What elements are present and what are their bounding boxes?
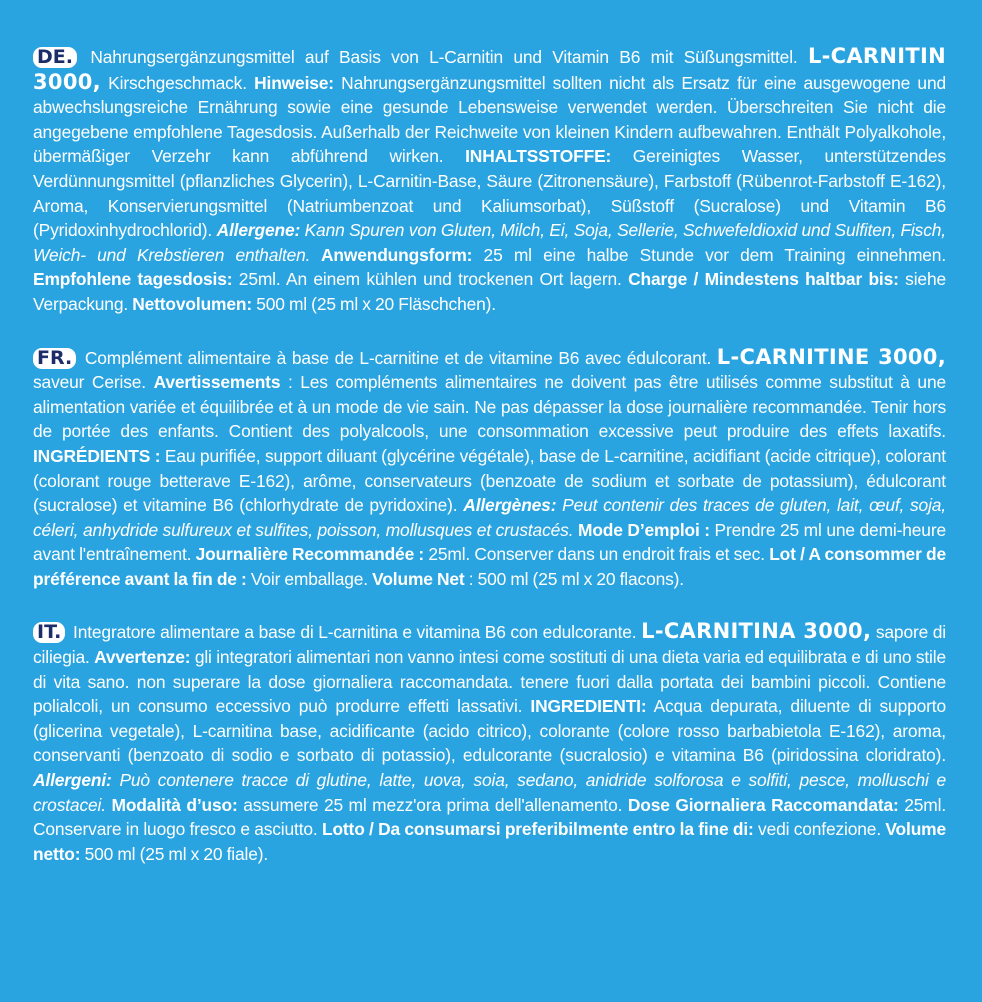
allergens-label-de: Allergene: [216, 220, 301, 241]
dose-label-fr: Journalière Recommandée : [195, 544, 425, 565]
language-badge-it: IT. [33, 622, 65, 643]
section-fr [33, 345, 946, 592]
allergens-de: Kann Spuren von Gluten, Milch, Ei, Soja, Sellerie, Schwefeldioxid und Sulfiten, Fisch, Weich- und Krebstieren enthalten. [33, 220, 946, 265]
section-de [33, 44, 946, 317]
ingredients-fr: Eau purifiée, support diluant (glycérine végétale), base de L-carnitine, acidifiant (acide citrique), colorant (colorant rouge betterave E-162), arôme, conservateurs (benzoate de sodium et sorbate de potassium), édulcorant (sucralose) et vitamine B6 (chlorhydrate de pyridoxine). [33, 445, 946, 516]
volume-label-de: Nettovolumen: [132, 293, 253, 314]
ingredients-it: Acqua depurata, diluente di supporto (glicerina vegetale), L-carnitina base, acidificante (acido citrico), colorante (colore rosso barbabietola E-162), aroma, conservanti (benzoato di sodio e sorbato di potassio), edulcorante (sucralosio) e vitamina B6 (piridossina cloridrato). [33, 696, 946, 766]
usage-label-it: Modalità d’uso: [105, 794, 238, 815]
batch-fr: Voir emballage. [246, 568, 373, 589]
dose-fr: 25ml. Conserver dans un endroit frais et sec. [424, 544, 770, 565]
flavor-fr: saveur Cerise. [33, 372, 154, 393]
volume-label-it: Volume netto: [33, 819, 946, 864]
dose-label-it: Dose Giornaliera Raccomandata: [627, 794, 899, 815]
allergens-label-it: Allergeni: [33, 770, 112, 791]
allergens-label-fr: Allergènes: [463, 495, 557, 516]
batch-it: vedi confezione. [753, 819, 886, 840]
warnings-de: Nahrungsergänzungsmittel sollten nicht als Ersatz für eine ausgewogene und abwechslungsreiche Ernährung sowie eine gesunde Lebensweise verwendet werden. Überschreiten Sie nicht die angegebene empfohlene Tagesdosis. Außerhalb der Reichweite von kleinen Kindern aufbewahren. Enthält Polyalkohole, übermäßiger Verzehr kann abführend wirken. [33, 72, 946, 167]
ingredients-label-fr: INGRÉDIENTS : [33, 445, 161, 466]
batch-de: siehe Verpackung. [33, 269, 946, 314]
warnings-fr: : Les compléments alimentaires ne doivent pas être utilisés comme substitut à une alimentation variée et équilibrée et à un mode de vie sain. Ne pas dépasser la dose journalière recommandée. Tenir hors de portée des enfants. Contient des polyalcools, une consommation excessive peut produire des effets laxatifs. [33, 372, 947, 442]
intro-de: Nahrungsergänzungsmittel auf Basis von L-Carnitin und Vitamin B6 mit Süßungsmittel. [79, 47, 808, 67]
language-badge-de: DE. [33, 47, 77, 68]
warnings-label-de: Hinweise: [254, 72, 334, 93]
intro-fr: Complément alimentaire à base de L-carnitine et de vitamine B6 avec édulcorant. [79, 347, 717, 368]
intro-it: Integratore alimentare a base di L-carnitina e vitamina B6 con edulcorante. [68, 622, 642, 643]
product-name-de: L-CARNITIN 3000, [33, 44, 946, 94]
product-name-fr: L-CARNITINE 3000, [716, 344, 946, 369]
usage-fr: Prendre 25 ml une demi-heure avant l'entraînement. [33, 519, 946, 565]
batch-label-de: Charge / Mindestens haltbar bis: [628, 269, 899, 290]
usage-it: assumere 25 ml mezz'ora prima dell'allenamento. [237, 794, 628, 815]
volume-it: 500 ml (25 ml x 20 fiale). [80, 843, 269, 864]
warnings-label-fr: Avertissements [153, 372, 281, 393]
volume-label-fr: Volume Net [372, 568, 465, 589]
ingredients-label-it: INGREDIENTI: [530, 696, 647, 717]
ingredients-label-de: INHALTSSTOFFE: [465, 146, 612, 167]
batch-label-it: Lotto / Da consumarsi preferibilmente entro la fine di: [321, 819, 754, 840]
dose-label-de: Empfohlene tagesdosis: [33, 269, 233, 290]
usage-de: 25 ml eine halbe Stunde vor dem Training einnehmen. [472, 244, 947, 265]
dose-de: 25ml. An einem kühlen und trockenen Ort lagern. [232, 269, 629, 290]
volume-fr: : 500 ml (25 ml x 20 flacons). [464, 568, 684, 589]
usage-label-de: Anwendungsform: [310, 244, 473, 265]
batch-label-fr: Lot / A consommer de préférence avant la fin de : [33, 544, 946, 589]
warnings-label-it: Avvertenze: [94, 647, 191, 668]
product-name-it: L-CARNITINA 3000, [641, 619, 872, 644]
warnings-it: gli integratori alimentari non vanno intesi come sostituti di una dieta varia ed equilibrata e di uno stile di vita sano. non superare la dose giornaliera raccomandata. tenere fuori dalla portata dei bambini piccoli. Contiene polialcoli, un consumo eccessivo può produrre effetti lassativi. [33, 647, 946, 717]
language-badge-fr: FR. [33, 348, 76, 369]
ingredients-de: Gereinigtes Wasser, unterstützendes Verdünnungsmittel (pflanzliches Glycerin), L-Carnitin-Base, Säure (Zitronensäure), Farbstoff (Rübenrot-Farbstoff E-162), Aroma, Konservierungsmittel (Natriumbenzoat und Kaliumsorbat), Süßstoff (Sucralose) und Vitamin B6 (Pyridoxinhydrochlorid). [33, 146, 946, 241]
section-it [33, 619, 946, 866]
volume-de: 500 ml (25 ml x 20 Fläschchen). [252, 293, 496, 314]
dose-it: 25ml. Conservare in luogo fresco e asciutto. [33, 794, 947, 840]
usage-label-fr: Mode D’emploi : [573, 519, 710, 540]
allergens-it: Può contenere tracce di glutine, latte, uova, soia, sedano, anidride solforosa e solfiti, pesce, molluschi e crostacei. [33, 770, 946, 815]
allergens-fr: Peut contenir des traces de gluten, lait, œuf, soja, céleri, anhydride sulfureux et sulfites, poisson, mollusques et crustacés. [33, 495, 946, 540]
flavor-de: Kirschgeschmack. [100, 72, 255, 93]
flavor-it: sapore di ciliegia. [33, 622, 946, 668]
